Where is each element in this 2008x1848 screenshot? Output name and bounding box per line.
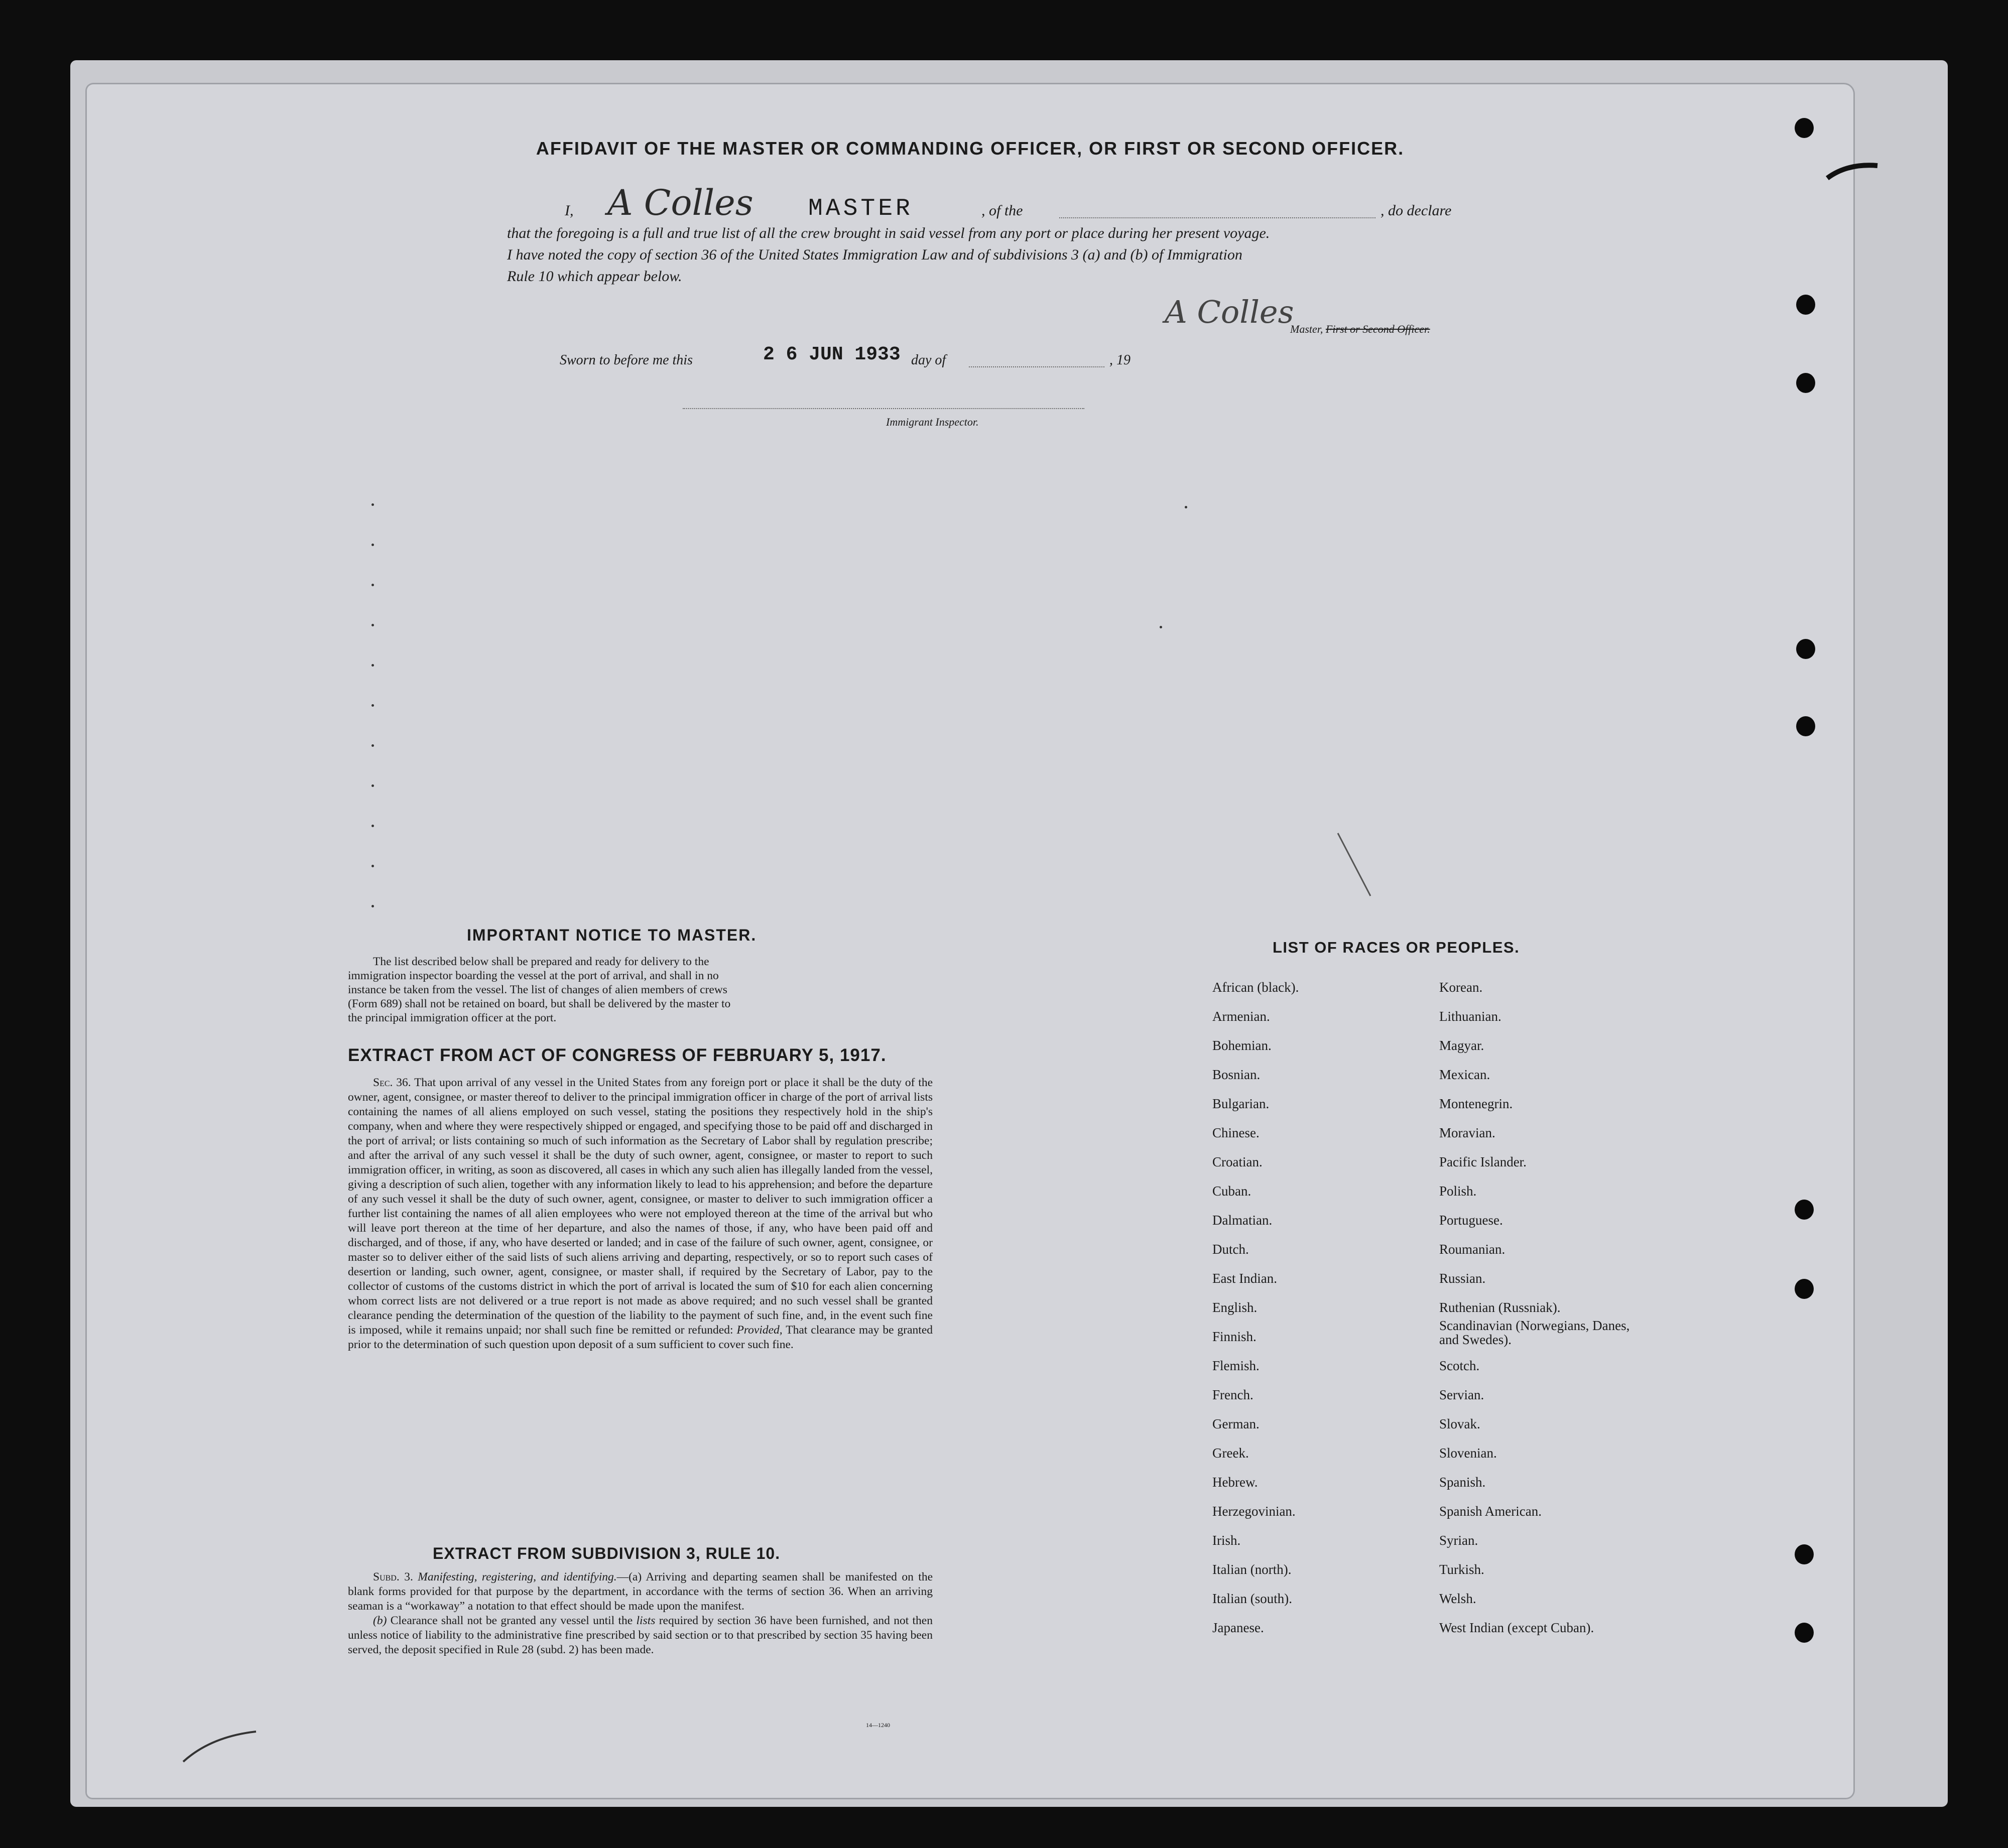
- inspector-label: Immigrant Inspector.: [886, 416, 979, 428]
- race-item: Korean.: [1439, 980, 1483, 995]
- race-item: French.: [1212, 1387, 1253, 1402]
- race-item: Syrian.: [1439, 1533, 1478, 1548]
- section-label: Sec. 36.: [373, 1076, 411, 1089]
- section-36-body: That upon arrival of any vessel in the United States from any foreign port or place it shall be the duty of the owner, agent, consignee, or master thereof to deliver to the principal immigration officer in charge of the port of arrival lists containing the names of all aliens employed on such vessel, stating the positions they respectively hold in the ship's company, when and where they were respectively shipped or engaged, and specifying those to be paid off and discharged in the port of arrival; or lists containing so much of such information as the Secretary of Labor shall by regulation prescribe; and after the arrival of any such vessel it shall be the duty of such owner, agent, consignee, or master to report to such immigration officer, in writing, as soon as discovered, all cases in which any such alien has illegally landed from the vessel, giving a description of such alien, together with any information likely to lead to his apprehension; and before the departure of any such vessel it shall be the duty of such owner, agent, consignee, or master to deliver to such immigration officer a further list containing the names of all alien employees who were not employed thereon at the time of the arrival but who will leave port thereon at the time of her departure, and also the names of those, if any, who have been paid off and discharged, and of those, if any, who have deserted or landed; and in case of the failure of such owner, agent, consignee, or master so to deliver either of the said lists of such aliens arriving and departing, respectively, or so to report such cases of desertion or landing, such owner, agent, consignee, or master shall, if required by the Secretary of Labor, pay to the collector of customs of the customs district in which the port of arrival is located the sum of $10 for each alien concerning whom correct lists are not delivered or a true report is not made as above required; and no such vessel shall be granted clearance pending the determination of the question of the liability to the payment of such fine, and, in the event such fine is imposed, while it remains unpaid; nor shall such fine be remitted or refunded:: [348, 1076, 933, 1337]
- binder-hole: [1796, 373, 1815, 393]
- day-of-label: day of: [911, 352, 946, 368]
- binder-hole: [1795, 1279, 1814, 1299]
- race-item: Japanese.: [1212, 1620, 1264, 1635]
- race-item: Magyar.: [1439, 1038, 1484, 1053]
- subd-para-a: —(a) Arriving and departing seamen shall be manifested on the blank forms provided for that purpose by the department, in accordance with the terms of section 36. When an arriving seaman is a “workaway” a notation to that effect should be made upon the manifest.: [348, 1570, 933, 1613]
- race-item: Welsh.: [1439, 1591, 1476, 1606]
- race-item: African (black).: [1212, 980, 1299, 995]
- ink-stroke: [1822, 158, 1882, 188]
- race-item: Irish.: [1212, 1533, 1241, 1548]
- of-the-label: , of the: [981, 202, 1023, 219]
- signature-caption: [1290, 323, 1430, 336]
- race-item: Cuban.: [1212, 1183, 1251, 1199]
- ink-mark: [1160, 626, 1162, 628]
- notice-body: [348, 955, 933, 1025]
- typed-rank: MASTER: [808, 195, 913, 222]
- race-item: Hebrew.: [1212, 1475, 1258, 1490]
- race-item: Slovak.: [1439, 1416, 1480, 1431]
- ink-mark: [371, 905, 374, 907]
- ink-mark: [371, 503, 374, 506]
- race-item: Polish.: [1439, 1183, 1477, 1199]
- race-item: East Indian.: [1212, 1271, 1277, 1286]
- sworn-text: Sworn to before me this: [560, 352, 693, 368]
- binder-hole: [1795, 1544, 1814, 1564]
- race-item: Ruthenian (Russniak).: [1439, 1300, 1561, 1315]
- year-label: , 19: [1109, 352, 1131, 368]
- section-36-text: [348, 1076, 933, 1352]
- para-b-label: (b): [373, 1614, 387, 1627]
- race-item: Moravian.: [1439, 1125, 1495, 1140]
- master-signature: A Colles: [1165, 294, 1294, 330]
- ink-mark: [371, 584, 374, 586]
- month-line: [969, 366, 1104, 367]
- pencil-stroke: [1335, 831, 1375, 901]
- race-item: West Indian (except Cuban).: [1439, 1620, 1594, 1635]
- ink-mark: [371, 784, 374, 787]
- para-b-lists: lists: [636, 1614, 656, 1627]
- race-item: Mexican.: [1439, 1067, 1490, 1082]
- pencil-stroke: [181, 1727, 261, 1767]
- binder-hole: [1795, 1200, 1814, 1220]
- race-item: Herzegovinian.: [1212, 1504, 1296, 1519]
- ink-mark: [371, 664, 374, 667]
- race-item: Chinese.: [1212, 1125, 1260, 1140]
- race-item: Bosnian.: [1212, 1067, 1261, 1082]
- ink-mark: [371, 704, 374, 707]
- race-item: Greek.: [1212, 1445, 1249, 1461]
- signature-caption-master: Master,: [1290, 323, 1323, 335]
- ink-mark: [371, 825, 374, 827]
- race-item: Spanish American.: [1439, 1504, 1542, 1519]
- race-item: Russian.: [1439, 1271, 1486, 1286]
- ink-mark: [1185, 506, 1187, 508]
- race-item: Slovenian.: [1439, 1445, 1497, 1461]
- notice-title: IMPORTANT NOTICE TO MASTER.: [467, 926, 757, 944]
- race-item: Dalmatian.: [1212, 1213, 1273, 1228]
- race-item: Montenegrin.: [1439, 1096, 1513, 1111]
- ink-mark: [371, 624, 374, 626]
- race-item: Bohemian.: [1212, 1038, 1272, 1053]
- race-item: Croatian.: [1212, 1154, 1263, 1169]
- provided-label: Provided,: [736, 1324, 783, 1337]
- race-item: Pacific Islander.: [1439, 1154, 1527, 1169]
- race-item: Dutch.: [1212, 1242, 1249, 1257]
- manifest-page: [85, 83, 1855, 1799]
- binder-hole: [1796, 639, 1815, 659]
- race-item: Turkish.: [1439, 1562, 1484, 1577]
- race-item: German.: [1212, 1416, 1260, 1431]
- race-item: Bulgarian.: [1212, 1096, 1270, 1111]
- signature-caption-struck: First or Second Officer.: [1325, 323, 1430, 335]
- vessel-name-line: [1059, 217, 1375, 218]
- race-item: English.: [1212, 1300, 1258, 1315]
- race-item: Servian.: [1439, 1387, 1484, 1402]
- declaration-line: I have noted the copy of section 36 of the United States Immigration Law and of subdivisions 3 (a) and (b) of Immigration: [507, 246, 1242, 263]
- binder-hole: [1796, 716, 1815, 736]
- declaration-line: Rule 10 which appear below.: [507, 268, 682, 285]
- subd-label: Subd. 3.: [373, 1570, 413, 1583]
- notice-line: (Form 689) shall not be retained on board, but shall be delivered by the master to: [348, 997, 731, 1010]
- race-item: Roumanian.: [1439, 1242, 1505, 1257]
- extract-act-title: EXTRACT FROM ACT OF CONGRESS OF FEBRUARY 5, 1917.: [348, 1045, 887, 1065]
- affidavit-title: AFFIDAVIT OF THE MASTER OR COMMANDING OFFICER, OR FIRST OR SECOND OFFICER.: [536, 138, 1405, 159]
- race-item: Italian (north).: [1212, 1562, 1292, 1577]
- ink-mark: [371, 865, 374, 867]
- signer-handwritten-name: A Colles: [607, 182, 754, 223]
- ink-mark: [371, 744, 374, 747]
- race-item: Finnish.: [1212, 1329, 1257, 1344]
- declaration-line: that the foregoing is a full and true list of all the crew brought in said vessel from any port or place during her present voyage.: [507, 225, 1270, 241]
- races-title: LIST OF RACES OR PEOPLES.: [1273, 939, 1520, 956]
- para-b-text: Clearance shall not be granted any vessel until the: [390, 1614, 633, 1627]
- form-number: 14—1240: [866, 1722, 890, 1729]
- do-declare-label: , do declare: [1380, 202, 1452, 219]
- binder-hole: [1795, 118, 1814, 138]
- para-b-text-end: required by section 36 have been furnished, and not then unless notice of liability to the administrative fine prescribed by said section or to that prescribed by section 35 having been served, the deposit specified in Rule 28 (subd. 2) has been made.: [348, 1614, 933, 1656]
- race-item: Scandinavian (Norwegians, Danes, and Swedes).: [1439, 1318, 1630, 1347]
- subd-heading: Manifesting, registering, and identifying.: [418, 1570, 617, 1583]
- subdivision-3-text: [348, 1570, 933, 1657]
- binder-hole: [1795, 1623, 1814, 1643]
- section-36-end: That clearance may be granted prior to the determination of such question upon deposit of a sum sufficient to cover such fine.: [348, 1324, 933, 1351]
- race-item: Portuguese.: [1439, 1213, 1503, 1228]
- race-item: Scotch.: [1439, 1358, 1480, 1373]
- binder-hole: [1796, 295, 1815, 315]
- notice-line: the principal immigration officer at the port.: [348, 1011, 557, 1024]
- extract-rule-title: EXTRACT FROM SUBDIVISION 3, RULE 10.: [433, 1544, 781, 1562]
- race-item: Flemish.: [1212, 1358, 1260, 1373]
- race-item: Italian (south).: [1212, 1591, 1292, 1606]
- race-item: Lithuanian.: [1439, 1009, 1501, 1024]
- race-item: Armenian.: [1212, 1009, 1270, 1024]
- notice-line: instance be taken from the vessel. The list of changes of alien members of crews: [348, 983, 727, 996]
- race-item: Spanish.: [1439, 1475, 1486, 1490]
- notice-line: The list described below shall be prepared and ready for delivery to the: [373, 955, 709, 968]
- affidavit-i-label: I,: [565, 202, 574, 219]
- inspector-signature-line: [683, 408, 1084, 409]
- notice-line: immigration inspector boarding the vessel at the port of arrival, and shall in no: [348, 969, 719, 982]
- date-stamp: 2 6 JUN 1933: [763, 344, 901, 365]
- ink-mark: [371, 544, 374, 546]
